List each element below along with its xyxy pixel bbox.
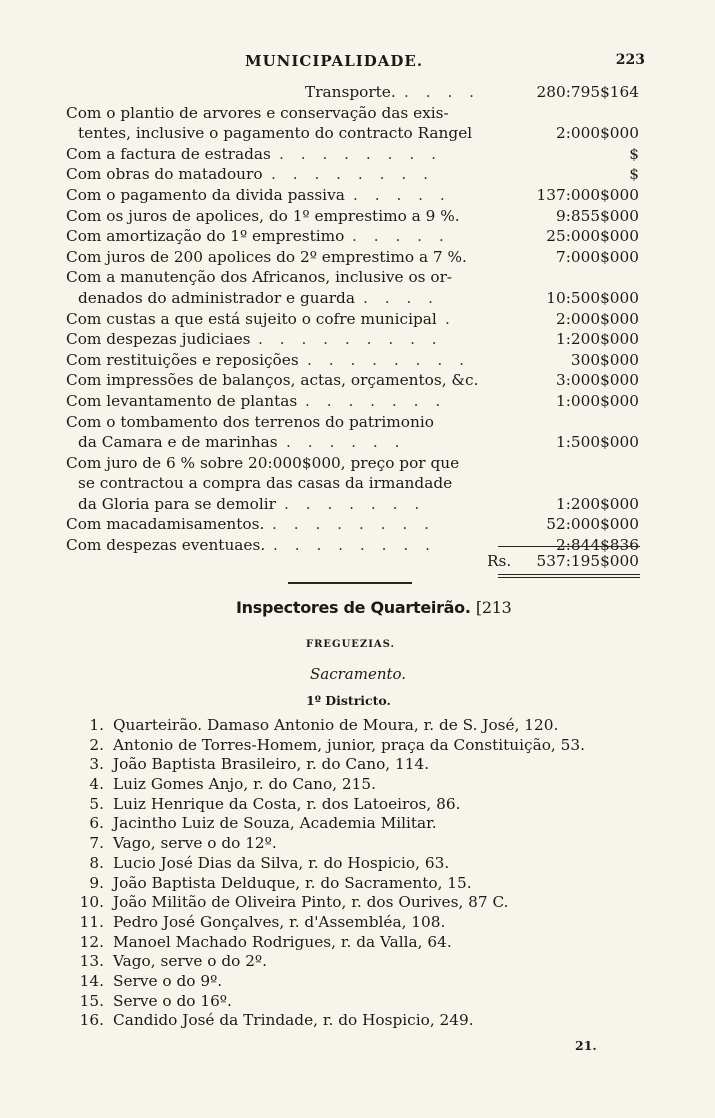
ledger-row xyxy=(0,82,715,103)
list-item xyxy=(0,755,715,775)
ledger-row-description: Com o pagamento da divida passiva xyxy=(66,185,345,204)
ledger-row-amount: 1:500$000 xyxy=(555,433,639,452)
list-item xyxy=(0,874,715,894)
section-title xyxy=(236,598,512,617)
ledger-row-amount: 10:500$000 xyxy=(546,288,639,307)
section-title-text: Inspectores de Quarteirão. xyxy=(236,598,471,617)
ledger-row-leader: . xyxy=(445,309,456,328)
ledger-row xyxy=(0,144,715,165)
ledger-row xyxy=(0,185,715,206)
list-item-text: João Baptista Delduque, r. do Sacramento, 15. xyxy=(113,873,472,892)
ledger-row-leader: . . . . . xyxy=(352,227,450,246)
ledger-row xyxy=(0,432,715,453)
ledger-row-amount: 137:000$000 xyxy=(536,185,639,204)
ledger-total xyxy=(0,550,715,572)
ledger-row-amount: 300$000 xyxy=(570,350,639,369)
ledger-row-amount: 1:000$000 xyxy=(555,391,639,410)
list-item-number: 10. xyxy=(79,893,104,912)
ledger-row-description: Com a factura de estradas xyxy=(66,144,271,163)
list-item-number: 11. xyxy=(79,912,104,931)
list-item-text: Vago, serve o do 2º. xyxy=(113,952,267,971)
ledger-row xyxy=(0,391,715,412)
ledger-row-amount: 3:000$000 xyxy=(555,371,639,390)
ledger-row-description: Com obras do matadouro xyxy=(66,165,263,184)
list-item-text: Luiz Gomes Anjo, r. do Cano, 215. xyxy=(113,775,376,794)
list-item xyxy=(0,854,715,874)
list-item-number: 3. xyxy=(89,755,104,774)
ledger-row-description: Com juros de 200 apolices do 2º emprestimo a 7 %. xyxy=(66,247,467,266)
list-item-number: 1. xyxy=(89,716,104,734)
sum-rule-bottom-double xyxy=(498,577,640,578)
ledger-row-description: Com despezas judiciaes xyxy=(66,330,251,349)
list-item-text: João Militão de Oliveira Pinto, r. dos Ourives, 87 C. xyxy=(113,893,509,912)
inspector-list xyxy=(0,716,715,1031)
list-item-text: Lucio José Dias da Silva, r. do Hospicio, 63. xyxy=(113,853,450,872)
list-item-number: 7. xyxy=(89,834,104,853)
list-item xyxy=(0,814,715,834)
total-amount: 537:195$000 xyxy=(536,552,639,570)
ledger-row xyxy=(0,412,715,433)
ledger-row-description: Com despezas eventuaes. xyxy=(66,536,266,555)
list-item-text: Serve o do 16º. xyxy=(113,991,232,1010)
ledger-row xyxy=(0,329,715,350)
ledger-row-leader: . . . . xyxy=(404,83,481,101)
ledger-row-description: da Camara e de marinhas xyxy=(78,433,278,452)
list-item xyxy=(0,1011,715,1031)
ledger-row-leader: . . . . . xyxy=(353,185,451,204)
ledger-row-amount: 1:200$000 xyxy=(555,494,639,513)
list-item-number: 12. xyxy=(79,932,104,951)
list-item-text: Candido José da Trindade, r. do Hospicio, 249. xyxy=(113,1011,474,1030)
list-item-number: 13. xyxy=(79,952,104,971)
ledger-row-amount: $ xyxy=(629,144,639,163)
ledger-row-leader: . . . . . . . . xyxy=(271,165,434,184)
ledger-row xyxy=(0,247,715,268)
list-item xyxy=(0,952,715,972)
ledger-row-amount: 2:000$000 xyxy=(555,309,639,328)
ledger-row xyxy=(0,453,715,474)
parish-name: Sacramento. xyxy=(310,665,407,683)
district-heading: 1º Districto. xyxy=(306,693,391,708)
list-item-number: 16. xyxy=(79,1011,104,1030)
sum-rule-top xyxy=(498,546,640,547)
ledger-row-leader: . . . . . . . . xyxy=(272,515,435,534)
ledger-row-leader: . . . . . . . xyxy=(284,494,426,513)
ledger-row-description: Com macadamisamentos. xyxy=(66,515,265,534)
list-item xyxy=(0,834,715,854)
ledger-row-description: Com os juros de apolices, do 1º emprestimo a 9 %. xyxy=(66,206,460,225)
signature-mark: 21. xyxy=(575,1038,597,1053)
ledger-row-description: Com impressões de balanços, actas, orçamentos, &c. xyxy=(66,371,479,390)
ledger-row xyxy=(0,309,715,330)
sum-rule-bottom xyxy=(498,574,640,575)
ledger-row xyxy=(0,473,715,494)
ledger-row-leader: . . . . xyxy=(363,288,440,307)
ledger-row-description: tentes, inclusive o pagamento do contracto Rangel xyxy=(78,124,473,143)
ledger-row xyxy=(0,350,715,371)
list-item-number: 14. xyxy=(79,971,104,990)
list-item xyxy=(0,992,715,1012)
list-item-text: Vago, serve o do 12º. xyxy=(113,834,277,853)
ledger-row-description: Com amortização do 1º emprestimo xyxy=(66,227,345,246)
ledger-row xyxy=(0,103,715,124)
ledger-row-description: denados do administrador e guarda xyxy=(78,288,355,307)
ledger-row xyxy=(0,123,715,144)
ledger-row-description: Com restituições e reposições xyxy=(66,350,299,369)
ledger-row-description: Com juro de 6 % sobre 20:000$000, preço por que xyxy=(66,453,460,472)
ledger-row-description: Com o plantio de arvores e conservação das exis- xyxy=(66,103,449,122)
list-item xyxy=(0,893,715,913)
ledger-row xyxy=(0,206,715,227)
list-item xyxy=(0,933,715,953)
list-item-number: 2. xyxy=(89,735,104,754)
ledger-row-leader: . . . . . . . . xyxy=(279,144,442,163)
ledger-row-leader: . . . . . . . . . xyxy=(258,330,443,349)
ledger-row xyxy=(0,288,715,309)
ledger-row-description: Com o tombamento dos terrenos do patrimonio xyxy=(66,412,434,431)
list-item-number: 6. xyxy=(89,814,104,833)
page-header xyxy=(0,52,715,76)
parishes-label: FREGUEZIAS. xyxy=(306,639,395,650)
list-item xyxy=(0,972,715,992)
ledger-row-amount: 9:855$000 xyxy=(555,206,639,225)
list-item-number: 4. xyxy=(89,775,104,794)
ledger-row-amount: 25:000$000 xyxy=(546,227,639,246)
ledger-row-amount: 280:795$164 xyxy=(536,83,639,101)
list-item-number: 5. xyxy=(89,794,104,813)
ledger-row-amount: 52:000$000 xyxy=(546,515,639,534)
ledger-row-leader: . . . . . . . . xyxy=(307,350,470,369)
section-mark: [213 xyxy=(475,598,512,617)
list-item-number: 9. xyxy=(89,873,104,892)
ledger-row-amount: 7:000$000 xyxy=(555,247,639,266)
section-separator xyxy=(288,582,412,584)
ledger-row-leader: . . . . . . . xyxy=(305,391,447,410)
list-item-number: 8. xyxy=(89,853,104,872)
list-item xyxy=(0,736,715,756)
list-item-text: Luiz Henrique da Costa, r. dos Latoeiros, 86. xyxy=(113,794,461,813)
list-item-text: Pedro José Gonçalves, r. d'Assembléa, 108. xyxy=(113,912,446,931)
list-item-text: João Baptista Brasileiro, r. do Cano, 114. xyxy=(113,755,430,774)
list-item xyxy=(0,775,715,795)
ledger-row xyxy=(0,226,715,247)
expense-ledger xyxy=(0,82,715,556)
page-number: 223 xyxy=(615,52,645,68)
running-title: MUNICIPALIDADE. xyxy=(245,52,424,70)
ledger-row-description: Com custas a que está sujeito o cofre municipal xyxy=(66,309,437,328)
ledger-row-description: Com levantamento de plantas xyxy=(66,391,298,410)
ledger-row xyxy=(0,514,715,535)
ledger-row xyxy=(0,267,715,288)
total-label: Rs. xyxy=(487,552,512,570)
list-item-text: Quarteirão. Damaso Antonio de Moura, r. de S. José, 120. xyxy=(113,716,559,734)
ledger-row-description: Com a manutenção dos Africanos, inclusive os or- xyxy=(66,268,453,287)
list-item xyxy=(0,913,715,933)
ledger-row xyxy=(0,164,715,185)
list-item-number: 15. xyxy=(79,991,104,1010)
ledger-row-amount: 2:000$000 xyxy=(555,124,639,143)
list-item-text: Manoel Machado Rodrigues, r. da Valla, 64. xyxy=(113,932,452,951)
ledger-row-description: da Gloria para se demolir xyxy=(78,494,276,513)
ledger-row-leader: . . . . . . xyxy=(286,433,406,452)
list-item-text: Antonio de Torres-Homem, junior, praça da Constituição, 53. xyxy=(113,735,585,754)
ledger-row xyxy=(0,494,715,515)
ledger-row-leader: . . . . . . . . xyxy=(273,536,436,555)
list-item xyxy=(0,795,715,815)
ledger-row xyxy=(0,370,715,391)
ledger-row-amount: $ xyxy=(629,165,639,184)
list-item xyxy=(0,716,715,736)
ledger-row-description: se contractou a compra das casas da irmandade xyxy=(78,474,453,493)
list-item-text: Jacintho Luiz de Souza, Academia Militar. xyxy=(113,814,437,833)
list-item-text: Serve o do 9º. xyxy=(113,971,223,990)
ledger-row-amount: 2:844$836 xyxy=(555,536,639,555)
ledger-row-amount: 1:200$000 xyxy=(555,330,639,349)
ledger-row-description: Transporte. xyxy=(305,83,396,101)
